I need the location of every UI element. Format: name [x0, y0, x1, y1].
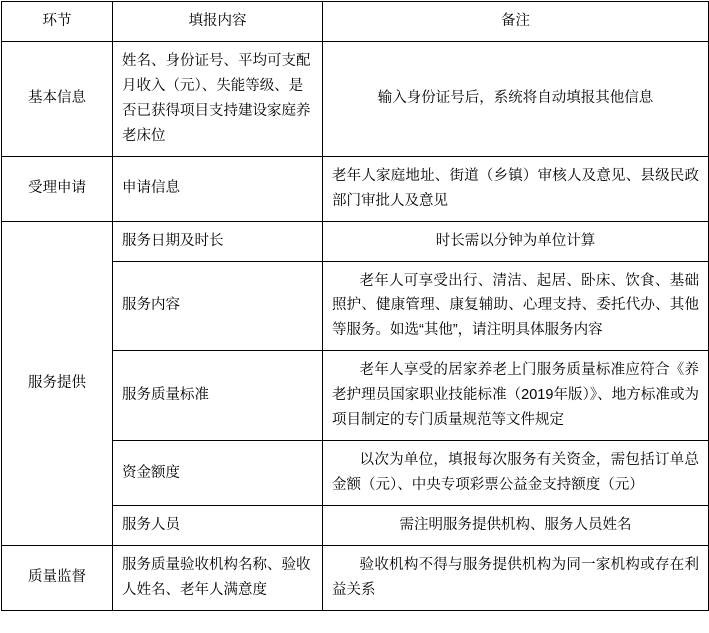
remark-cell: 老年人可享受出行、清洁、起居、卧床、饮食、基础照护、健康管理、康复辅助、心理支持、委托代办、其他等服务。如选“其他”，请注明具体服务内容 [323, 261, 709, 351]
column-header-content: 填报内容 [113, 2, 323, 42]
content-cell: 服务内容 [113, 261, 323, 351]
remark-cell: 老年人家庭地址、街道（乡镇）审核人及意见、县级民政部门审批人及意见 [323, 156, 709, 221]
content-cell: 资金额度 [113, 441, 323, 506]
table-body [2, 41, 709, 610]
table-row [2, 545, 709, 610]
remark-cell: 以次为单位，填报每次服务有关资金，需包括订单总金额（元）、中央专项彩票公益金支持额度（元） [323, 441, 709, 506]
remark-cell: 需注明服务提供机构、服务人员姓名 [323, 506, 709, 546]
remark-cell: 时长需以分钟为单位计算 [323, 221, 709, 261]
content-cell: 服务人员 [113, 506, 323, 546]
content-cell: 服务日期及时长 [113, 221, 323, 261]
table-row [2, 156, 709, 221]
content-cell: 申请信息 [113, 156, 323, 221]
document-table-container [0, 1, 709, 611]
filing-content-table [1, 1, 709, 611]
table-header-row [2, 2, 709, 42]
table-header [2, 2, 709, 42]
column-header-remark: 备注 [323, 2, 709, 42]
stage-cell-service-provision: 服务提供 [2, 221, 113, 545]
remark-cell: 老年人享受的居家养老上门服务质量标准应符合《养老护理员国家职业技能标准（2019年版）》、地方标准或为项目制定的专门质量规范等文件规定 [323, 351, 709, 441]
content-cell: 服务质量标准 [113, 351, 323, 441]
remark-cell: 验收机构不得与服务提供机构为同一家机构或存在利益关系 [323, 545, 709, 610]
table-row [2, 41, 709, 156]
stage-cell-accept-application: 受理申请 [2, 156, 113, 221]
stage-cell-quality-supervision: 质量监督 [2, 545, 113, 610]
content-cell: 姓名、身份证号、平均可支配月收入（元）、失能等级、是否已获得项目支持建设家庭养老床位 [113, 41, 323, 156]
remark-cell: 输入身份证号后，系统将自动填报其他信息 [323, 41, 709, 156]
stage-cell-basic-info: 基本信息 [2, 41, 113, 156]
column-header-stage: 环节 [2, 2, 113, 42]
table-row [2, 221, 709, 261]
content-cell: 服务质量验收机构名称、验收人姓名、老年人满意度 [113, 545, 323, 610]
